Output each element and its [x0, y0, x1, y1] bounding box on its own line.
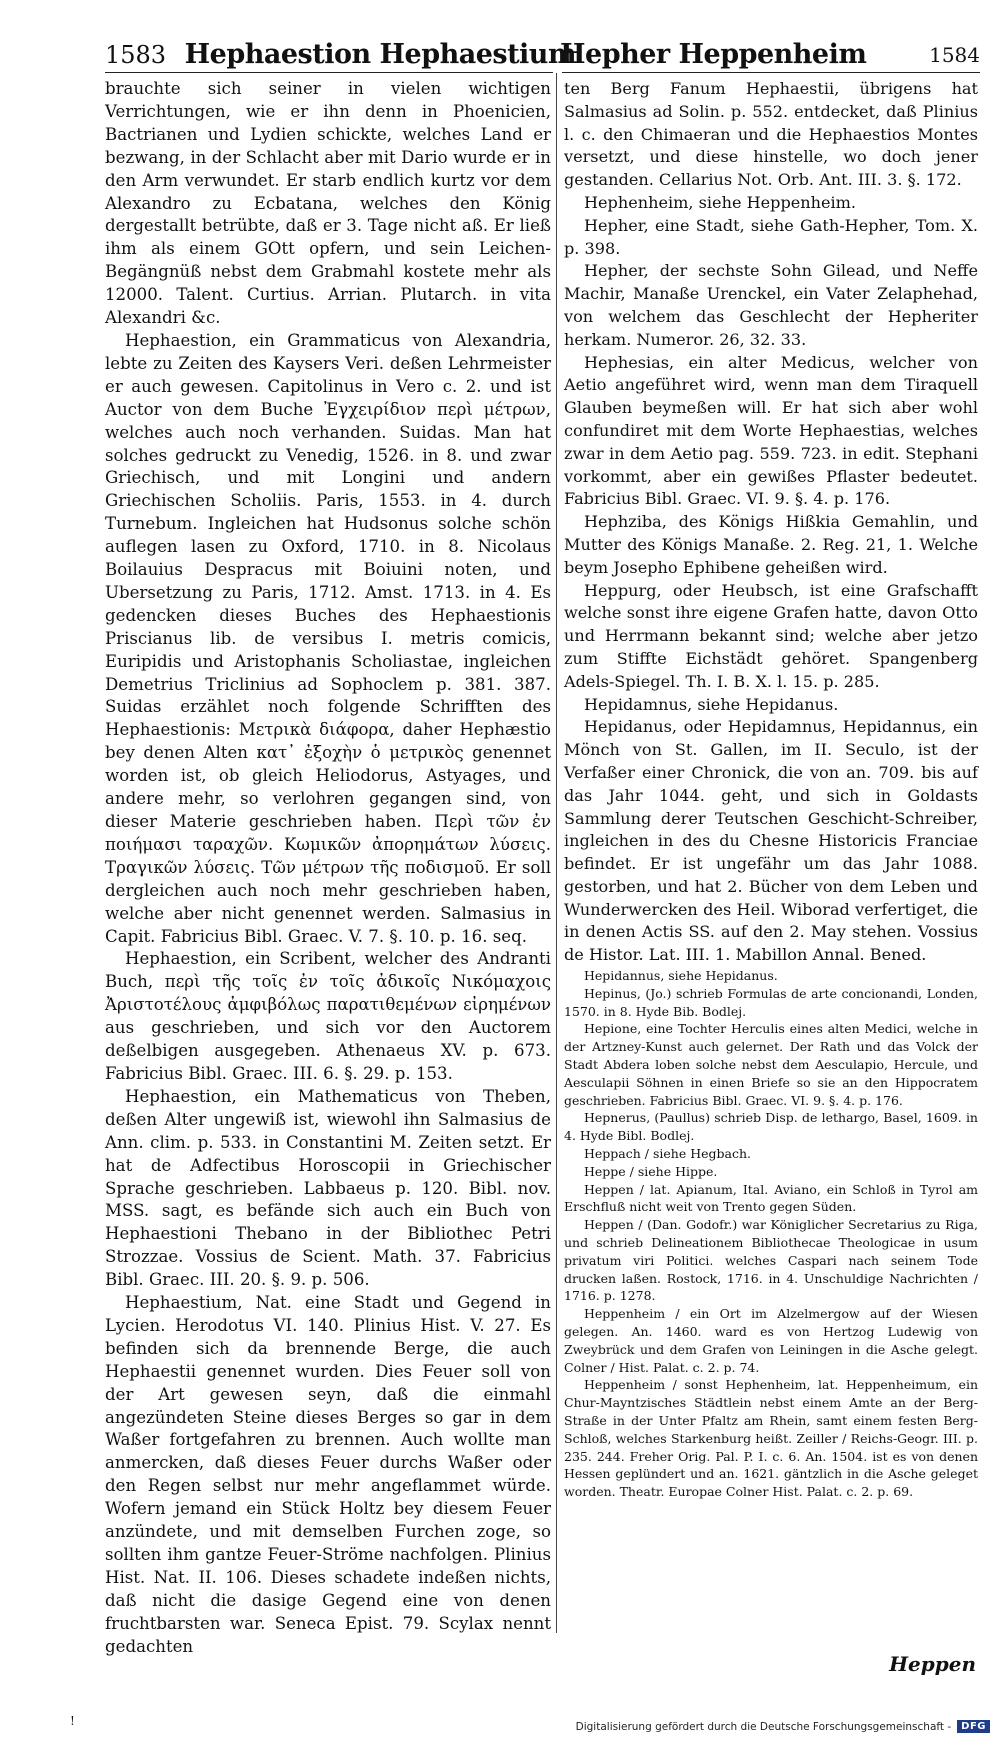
- left-entry: Hephaestion, ein Mathematicus von Theben, deßen Alter ungewiß ist, wiewohl ihn Salmasius de Ann. clim. p. 533. in Constantini M. Zeiten setzt. Er hat de Adfectibus Horoscopii in Griechischer Sprache geschrieben. Labbaeus p. 120. Bibl. nov. MSS. sagt, es befände sich auch ein Buch von Hephaestioni Thebano in der Bibliothec Petri Strozzae. Vossius de Scient. Math. 37. Fabricius Bibl. Graec. III. 20. §. 9. p. 506.: [105, 1086, 551, 1290]
- right-entry: Heppach / siehe Hegbach.: [584, 1146, 751, 1162]
- right-entry: Hepher, eine Stadt, siehe Gath-Hepher, Tom. X. p. 398.: [564, 215, 978, 258]
- digitization-footer: [576, 1720, 990, 1733]
- right-entry: Hephenheim, siehe Heppenheim.: [584, 192, 857, 212]
- column-divider: [556, 73, 557, 1633]
- right-entry: Heppen / lat. Apianum, Ital. Aviano, ein Schloß in Tyrol am Erschfluß nicht weit von Trento gegen Süden.: [564, 1181, 978, 1215]
- catchword: Heppen: [889, 1652, 976, 1676]
- right-entry: Heppurg, oder Heubsch, ist eine Grafschafft welche sonst ihre eigene Grafen hatte, davon Otto und Herrmann bekannt sind; welche aber jetzo zum Stiffte Eichstädt gehöret. Spangenberg Adels-Spiegel. Th. I. B. X. l. 15. p. 285.: [564, 580, 978, 691]
- right-entry: Heppenheim / ein Ort im Alzelmergow auf der Wiesen gelegen. An. 1460. ward es von Hertzog Ludewig von Zweybrück und dem Grafen von Leiningen in die Asche gelegt. Colner / Hist. Palat. c. 2. p. 74.: [564, 1306, 978, 1375]
- footer-credit: Digitalisierung gefördert durch die Deutsche Forschungsgemeinschaft -: [575, 1720, 952, 1733]
- right-running-head: [560, 40, 980, 70]
- left-entry: Hephaestion, ein Scribent, welcher des Andranti Buch, περὶ τῆς τοῖς ἐν τοῖς ἀδικοῖς Νικόμαχοις Ἀριστοτέλους ἀμφιβόλως παρατιθεμένων εἰρημένων aus geschrieben, und sich vor den Auctorem deßelbigen ausgegeben. Athenaeus XV. p. 673. Fabricius Bibl. Graec. III. 6. §. 29. p. 153.: [105, 949, 551, 1083]
- header-rule-right: [562, 72, 980, 73]
- left-running-head: [105, 39, 577, 70]
- right-entry: Hepnerus, (Paullus) schrieb Disp. de lethargo, Basel, 1609. in 4. Hyde Bibl. Bodlej.: [564, 1110, 978, 1144]
- right-entry: Heppen / (Dan. Godofr.) war Königlicher Secretarius zu Riga, und schrieb Delineationem Bibliothecae Theologicae in usum privatum viri Politici. welches Caspari nach seinem Tode drucken laßen. Rostock, 1716. in 4. Unschuldige Nachrichten / 1716. p. 1278.: [564, 1217, 978, 1304]
- right-entry: Hepione, eine Tochter Herculis eines alten Medici, welche in der Artzney-Kunst auch gelernet. Der Rath und das Volck der Stadt Abdera loben solche nebst dem Aesculapio, Hercule, und Aesculapii Söhnen in einen Briefe so sie an den Hippocratem geschrieben. Fabricius Bibl. Graec. VI. 9. §. 4. p. 176.: [564, 1021, 978, 1108]
- margin-mark: !: [70, 1714, 75, 1728]
- right-page-number: 1584: [929, 43, 980, 67]
- right-entry: Hepidannus, siehe Hepidanus.: [584, 968, 778, 984]
- left-entry: Hephaestium, Nat. eine Stadt und Gegend in Lycien. Herodotus VI. 140. Plinius Hist. V. 27. Es befinden sich da brennende Berge, die auch Hephaestii genennet wurden. Dies Feuer soll von der Art gewesen seyn, daß die einmahl angezündeten Steine dieses Berges so gar in dem Waßer fortgefahren zu brennen. Auch wollte man anmercken, daß dieses Feuer durchs Waßer oder den Regen selbst nur mehr angeflammet würde. Wofern jemand ein Stück Holtz bey diesem Feuer anzündete, und mit demselben Furchen zoge, so sollten ihm gantze Feuer-Ströme nachfolgen. Plinius Hist. Nat. II. 106. Dieses schadete indeßen nichts, daß nicht die dasige Gegend eine von denen fruchtbarsten war. Seneca Epist. 79. Scylax nennt gedachten: [105, 1293, 551, 1656]
- left-entry: brauchte sich seiner in vielen wichtigen Verrichtungen, wie er ihn denn in Phoenicien, Bactrianen und Lydien schickte, welches Land er bezwang, in der Schlacht aber mit Dario wurde er in den Arm verwundet. Er starb endlich kurtz vor dem Alexandro zu Ecbatana, welches den König dergestallt betrübte, daß er 3. Tage nicht aß. Er ließ ihm als einem GOtt opfern, und sein Leichen-Begängnüß nebst dem Grabmahl kostete mehr als 12000. Talent. Curtius. Arrian. Plutarch. in vita Alexandri &c.: [105, 79, 551, 328]
- right-head-title: Hepher Heppenheim: [560, 39, 867, 70]
- right-entry: Hephesias, ein alter Medicus, welcher von Aetio angeführet wird, wenn man dem Tiraquell Glauben beymeßen will. Er hat sich aber wohl confundiret mit dem Worte Hephaestias, welches zwar in dem Aetio pag. 559. 723. in edit. Stephani vorkommt, aber ein gewißes Pflaster bedeutet. Fabricius Bibl. Graec. VI. 9. §. 4. p. 176.: [564, 352, 978, 509]
- right-entry: Hepidamnus, siehe Hepidanus.: [584, 694, 839, 714]
- right-column: [564, 78, 978, 1638]
- left-entry: Hephaestion, ein Grammaticus von Alexandria, lebte zu Zeiten des Kaysers Veri. deßen Lehrmeister er auch gewesen. Capitolinus in Vero c. 2. und ist Auctor von dem Buche Ἐγχειρίδιον περὶ μέτρων, welches auch noch verhanden. Suidas. Man hat solches gedruckt zu Venedig, 1526. in 8. und zwar Griechisch, und mit Longini und andern Griechischen Scholiis. Paris, 1553. in 4. durch Turnebum. Ingleichen hat Hudsonus solche schön auflegen lasen zu Oxford, 1710. in 8. Nicolaus Boilauius Despracus mit Boiuini noten, und Ubersetzung zu Paris, 1712. Amst. 1713. in 4. Es gedencken dieses Buches des Hephaestionis Priscianus lib. de versibus I. metris comicis, Euripidis und Aristophanis Scholiastae, ingleichen Demetrius Triclinius ad Sophoclem p. 381. 387. Suidas erzählet noch folgende Schrifften des Hephaestionis: Μετρικὰ διάφορα, daher Hephæstio bey denen Alten κατ᾽ ἐξοχὴν ὁ μετρικὸς genennet worden ist, ob gleich Heliodorus, Astyages, und andere mehr, so verlohren gegangen sind, von dieser Materie geschrieben haben. Περὶ τῶν ἐν ποιήμασι ταραχῶν. Κωμικῶν ἀπορημάτων λύσεις. Τραγικῶν λύσεις. Τῶν μέτρων τῆς ποδισμοῦ. Er soll dergleichen auch noch mehr geschrieben haben, welche aber nicht genennet werden. Salmasius in Capit. Fabricius Bibl. Graec. V. 7. §. 10. p. 16. seq.: [105, 330, 551, 946]
- right-entry: Hephziba, des Königs Hißkia Gemahlin, und Mutter des Königs Manaße. 2. Reg. 21, 1. Welche beym Josepho Ephibene geheißen wird.: [564, 512, 978, 577]
- dfg-logo: DFG: [957, 1720, 990, 1733]
- right-entry: ten Berg Fanum Hephaestii, übrigens hat Salmasius ad Solin. p. 552. entdecket, daß Plinius l. c. den Chimaeran und die Hephaestios Montes versetzt, und diese hinstelle, wo doch jener gestanden. Cellarius Not. Orb. Ant. III. 3. §. 172.: [564, 79, 978, 190]
- right-entry: Hepinus, (Jo.) schrieb Formulas de arte concionandi, Londen, 1570. in 8. Hyde Bib. Bodlej.: [564, 985, 978, 1019]
- header-rule-left: [105, 72, 553, 73]
- left-column: [105, 78, 551, 1656]
- right-entry: Heppenheim / sonst Hephenheim, lat. Heppenheimum, ein Chur-Mayntzisches Städtlein nebst einem Amte an der Berg-Straße in der Unter Pfaltz am Rhein, samt einem festen Berg-Schloß, welches Starkenburg heißt. Zeiller / Reichs-Geogr. III. p. 235. 244. Freher Orig. Pal. P. I. c. 6. An. 1504. ist es von denen Hessen geplündert und an. 1621. gäntzlich in die Asche geleget worden. Theatr. Europae Colner Hist. Palat. c. 2. p. 69.: [564, 1377, 978, 1500]
- right-entry: Hepidanus, oder Hepidamnus, Hepidannus, ein Mönch von St. Gallen, im II. Seculo, ist der Verfaßer einer Chronick, die von an. 709. bis auf das Jahr 1044. geht, und sich in Goldasts Sammlung derer Teutschen Geschicht-Schreiber, ingleichen in des du Chesne Historicis Franciae befindet. Er ist ungefähr um das Jahr 1088. gestorben, und hat 2. Bücher von dem Leben und Wunderwercken des Heil. Wiborad verfertiget, die in denen Actis SS. auf den 2. May stehen. Vossius de Histor. Lat. III. 1. Mabillon Annal. Bened.: [564, 717, 978, 965]
- right-entry: Heppe / siehe Hippe.: [584, 1163, 718, 1179]
- right-entry: Hepher, der sechste Sohn Gilead, und Neffe Machir, Manaße Urenckel, ein Vater Zelaphehad, von welchem das Geschlecht der Hepheriter herkam. Numeror. 26, 32. 33.: [564, 261, 978, 349]
- left-head-title: Hephaestion Hephaestium: [184, 39, 577, 70]
- left-page-number: 1583: [105, 41, 167, 69]
